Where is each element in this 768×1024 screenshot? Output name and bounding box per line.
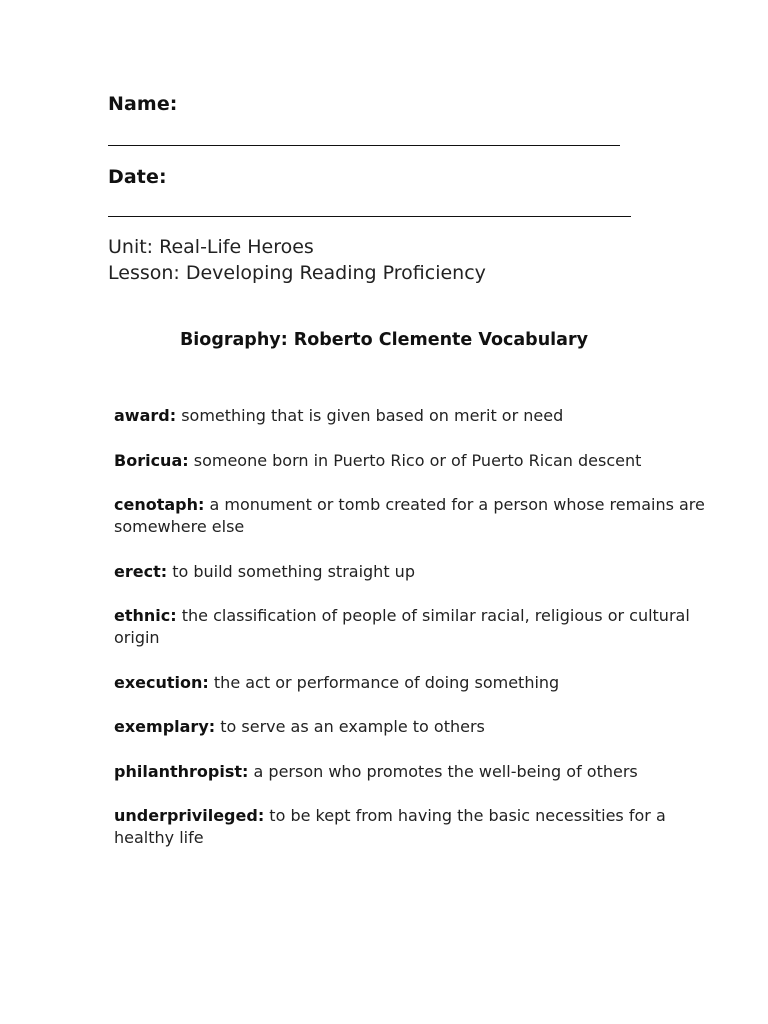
vocab-entry-execution bbox=[114, 672, 714, 694]
vocab-entry-award bbox=[114, 405, 714, 427]
date-label: Date: bbox=[108, 166, 167, 188]
vocab-definition: to be kept from having the basic necessities for a healthy life bbox=[114, 806, 666, 847]
vocab-definition: someone born in Puerto Rico or of Puerto Rican descent bbox=[188, 451, 642, 470]
vocab-definition: a person who promotes the well-being of others bbox=[248, 762, 638, 781]
vocab-definition: the act or performance of doing something bbox=[208, 673, 560, 692]
vocab-definition: to serve as an example to others bbox=[215, 717, 485, 736]
vocab-entry-philanthropist bbox=[114, 761, 714, 783]
name-blank-line bbox=[108, 145, 620, 146]
vocab-definition: to build something straight up bbox=[167, 562, 415, 581]
vocab-entry-boricua bbox=[114, 450, 714, 472]
vocab-definition: the classification of people of similar racial, religious or cultural origin bbox=[114, 606, 690, 647]
unit-line: Unit: Real-Life Heroes bbox=[108, 236, 314, 258]
lesson-line: Lesson: Developing Reading Proficiency bbox=[108, 262, 486, 284]
vocab-entry-cenotaph bbox=[114, 494, 714, 538]
vocab-entry-ethnic bbox=[114, 605, 714, 649]
vocab-entry-exemplary bbox=[114, 716, 714, 738]
vocab-term: award: bbox=[114, 406, 177, 425]
vocab-term: underprivileged: bbox=[114, 806, 265, 825]
vocab-definition: a monument or tomb created for a person whose remains are somewhere else bbox=[114, 495, 705, 536]
vocab-term: execution: bbox=[114, 673, 209, 692]
document-title: Biography: Roberto Clemente Vocabulary bbox=[179, 330, 589, 350]
vocab-term: erect: bbox=[114, 562, 168, 581]
vocab-term: Boricua: bbox=[114, 451, 189, 470]
vocab-term: cenotaph: bbox=[114, 495, 205, 514]
date-blank-line bbox=[108, 216, 631, 217]
vocab-term: exemplary: bbox=[114, 717, 216, 736]
name-label: Name: bbox=[108, 93, 178, 115]
vocab-term: ethnic: bbox=[114, 606, 177, 625]
vocab-entry-underprivileged bbox=[114, 805, 714, 849]
vocab-entry-erect bbox=[114, 561, 714, 583]
vocab-definition: something that is given based on merit or need bbox=[176, 406, 564, 425]
vocab-term: philanthropist: bbox=[114, 762, 249, 781]
